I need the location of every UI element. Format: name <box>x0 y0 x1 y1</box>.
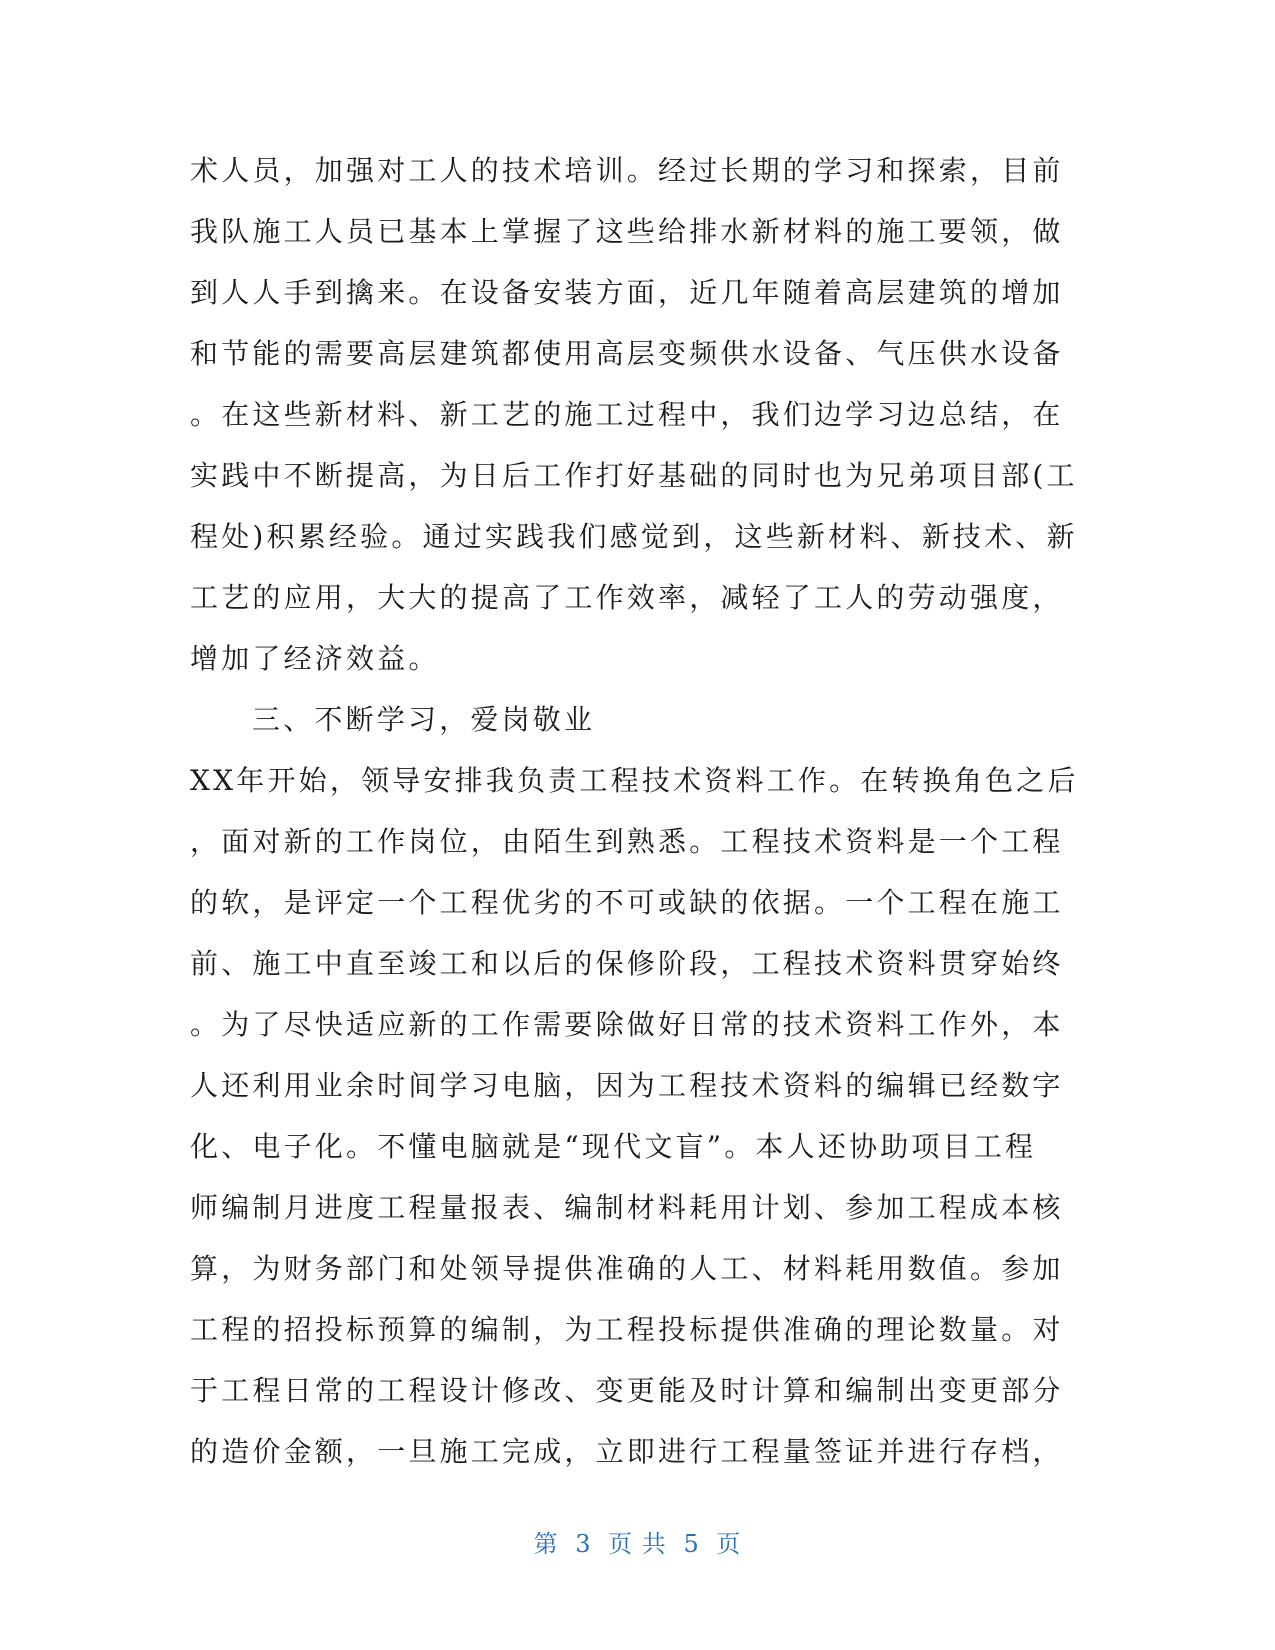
text-line: 增加了经济效益。 <box>190 642 440 675</box>
text-line: 于工程日常的工程设计修改、变更能及时计算和编制出变更部分 <box>190 1374 1064 1407</box>
text-line: 。在这些新材料、新工艺的施工过程中，我们边学习边总结，在 <box>190 398 1064 431</box>
document-body <box>190 140 1090 1482</box>
text-line: 前、施工中直至竣工和以后的保修阶段，工程技术资料贯穿始终 <box>190 947 1064 980</box>
text-line: XX年开始，领导安排我负责工程技术资料工作。在转换角色之后 <box>190 764 1079 797</box>
text-line: 算，为财务部门和处领导提供准确的人工、材料耗用数值。参加 <box>190 1252 1064 1285</box>
text-line: 工程的招投标预算的编制，为工程投标提供准确的理论数量。对 <box>190 1313 1064 1346</box>
text-line: 师编制月进度工程量报表、编制材料耗用计划、参加工程成本核 <box>190 1191 1064 1224</box>
text-line: 我队施工人员已基本上掌握了这些给排水新材料的施工要领，做 <box>190 215 1064 248</box>
text-line: 化、电子化。不懂电脑就是“现代文盲”。本人还协助项目工程 <box>190 1130 1037 1163</box>
total-pages-number: 5 <box>683 1530 700 1558</box>
footer-suffix: 页 <box>716 1530 742 1558</box>
text-line: 术人员，加强对工人的技术培训。经过长期的学习和探索，目前 <box>190 154 1064 187</box>
text-line: 和节能的需要高层建筑都使用高层变频供水设备、气压供水设备 <box>190 337 1064 370</box>
page-footer <box>0 1524 1275 1559</box>
text-line: 工艺的应用，大大的提高了工作效率，减轻了工人的劳动强度， <box>190 581 1064 614</box>
text-line: 实践中不断提高，为日后工作打好基础的同时也为兄弟项目部(工 <box>190 459 1078 492</box>
text-line: ，面对新的工作岗位，由陌生到熟悉。工程技术资料是一个工程 <box>190 825 1064 858</box>
section-heading: 三、不断学习，爱岗敬业 <box>252 703 596 736</box>
text-line: 到人人手到擒来。在设备安装方面，近几年随着高层建筑的增加 <box>190 276 1064 309</box>
text-line: 的造价金额，一旦施工完成，立即进行工程量签证并进行存档， <box>190 1435 1064 1468</box>
text-line: 的软，是评定一个工程优劣的不可或缺的依据。一个工程在施工 <box>190 886 1064 919</box>
text-line: 。为了尽快适应新的工作需要除做好日常的技术资料工作外，本 <box>190 1008 1064 1041</box>
current-page-number: 3 <box>575 1530 592 1558</box>
footer-prefix: 第 <box>533 1530 559 1558</box>
text-line: 程处)积累经验。通过实践我们感觉到，这些新材料、新技术、新 <box>190 520 1078 553</box>
text-line: 人还利用业余时间学习电脑，因为工程技术资料的编辑已经数字 <box>190 1069 1064 1102</box>
footer-middle: 页 共 <box>608 1530 667 1558</box>
